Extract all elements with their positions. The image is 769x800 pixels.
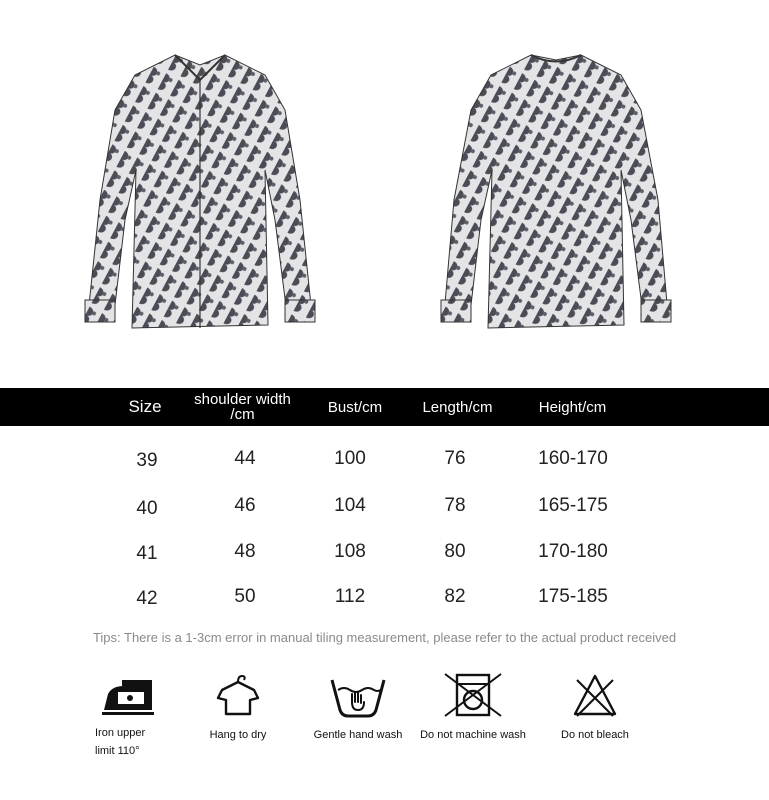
care-label-no-machine-wash: Do not machine wash: [420, 729, 526, 741]
care-item-hand-wash: [303, 672, 413, 744]
cell-size: 42: [136, 588, 158, 609]
size-table-header: [0, 388, 769, 426]
cell-shoulder: 46: [234, 495, 256, 516]
header-height: Height/cm: [538, 398, 607, 416]
cell-bust: 104: [334, 495, 366, 516]
measurement-tips: Tips: There is a 1-3cm error in manual tiling measurement, please refer to the actual product received: [92, 630, 677, 645]
care-item-iron: [73, 672, 183, 760]
table-row: [0, 444, 769, 474]
header-length: Length/cm: [422, 398, 493, 416]
cell-bust: 100: [334, 448, 366, 469]
header-shoulder-width: shoulder width /cm: [194, 391, 291, 423]
shirt-back-image: [436, 50, 676, 335]
table-row: [0, 582, 769, 612]
table-row: [0, 537, 769, 567]
care-label-hang-dry: Hang to dry: [209, 729, 267, 741]
cell-length: 76: [444, 448, 466, 469]
cell-length: 78: [444, 495, 466, 516]
table-row: [0, 491, 769, 521]
header-bust: Bust/cm: [327, 398, 383, 416]
cell-size: 39: [136, 450, 158, 471]
cell-bust: 112: [334, 586, 366, 607]
cell-shoulder: 44: [234, 448, 256, 469]
cell-length: 82: [444, 586, 466, 607]
no-bleach-icon: [571, 672, 619, 718]
iron-icon: [98, 672, 158, 718]
care-item-no-bleach: [540, 672, 650, 744]
care-item-hang-dry: [183, 672, 293, 744]
cell-height: 170-180: [538, 541, 608, 562]
cell-height: 165-175: [538, 495, 608, 516]
hang-dry-icon: [216, 672, 260, 718]
cell-height: 175-185: [538, 586, 608, 607]
cell-bust: 108: [334, 541, 366, 562]
care-item-no-machine-wash: [418, 672, 528, 744]
care-label-iron: Iron upper limit 110°: [95, 727, 146, 757]
cell-shoulder: 50: [234, 586, 256, 607]
product-photos: [0, 0, 769, 360]
care-label-no-bleach: Do not bleach: [561, 729, 629, 741]
shirt-front-image: [80, 50, 320, 335]
cell-length: 80: [444, 541, 466, 562]
cell-shoulder: 48: [234, 541, 256, 562]
care-label-hand-wash: Gentle hand wash: [313, 729, 403, 741]
cell-height: 160-170: [538, 448, 608, 469]
hand-wash-icon: [330, 672, 386, 718]
header-size: Size: [128, 397, 162, 416]
cell-size: 41: [136, 543, 158, 564]
no-machine-wash-icon: [443, 672, 503, 718]
cell-size: 40: [136, 498, 158, 519]
